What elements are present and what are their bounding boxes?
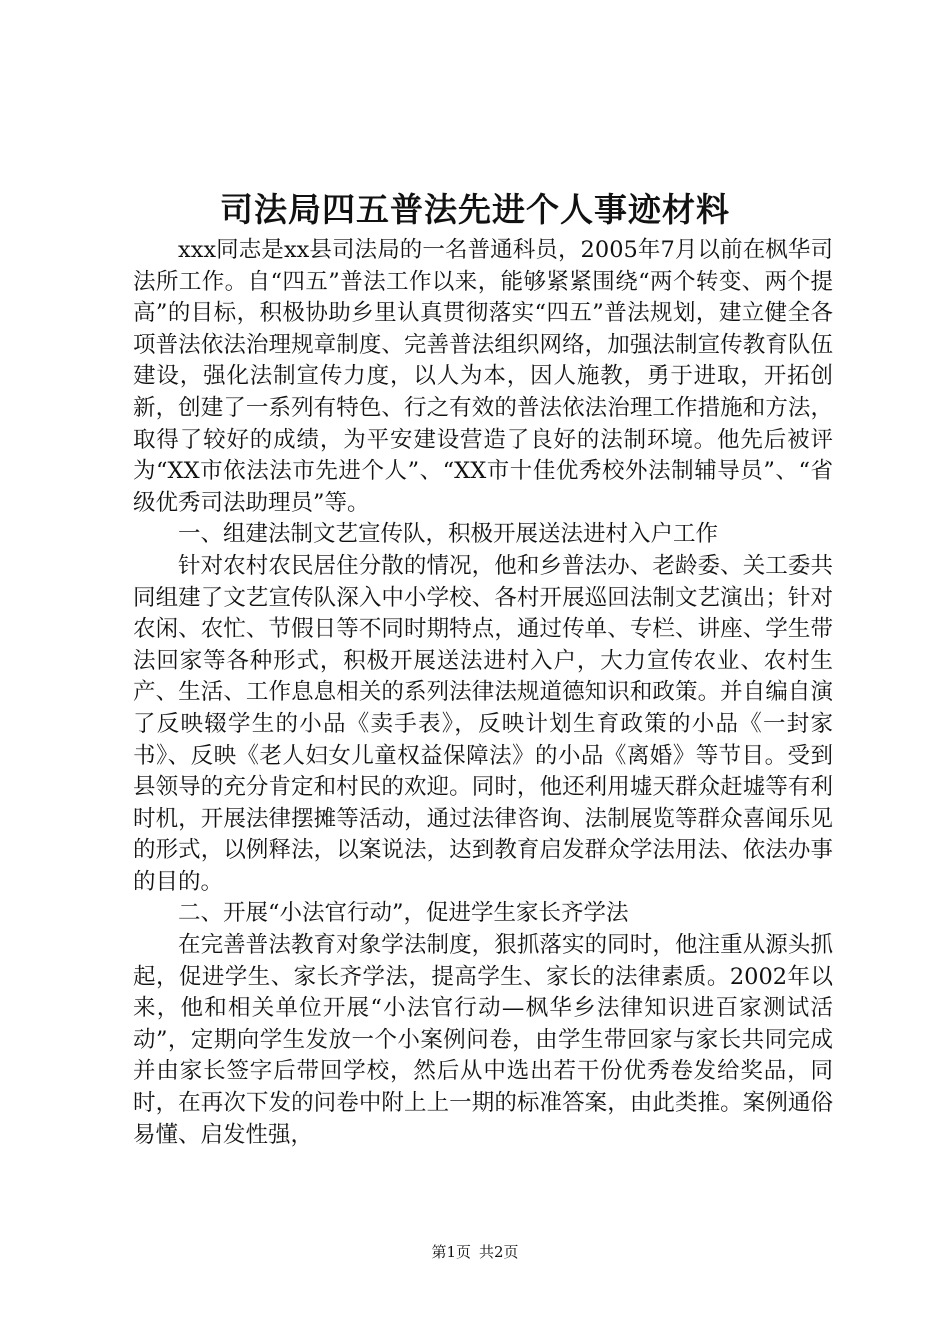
body-paragraph: 在完善普法教育对象学法制度，狠抓落实的同时，他注重从源头抓起，促进学生、家长齐学法，提高学生、家长的法律素质。2002年以来，他和相关单位开展“小法官行动—枫华乡法律知识进百家测试活动”，定期向学生发放一个小案例问卷，由学生带回家与家长共同完成并由家长签字后带回学校，然后从中选出若干份优秀卷发给奖品，同时，在再次下发的问卷中附上上一期的标准答案，由此类推。案例通俗易懂、启发性强， xyxy=(133,932,833,1148)
section-heading: 二、开展“小法官行动”，促进学生家长齐学法 xyxy=(178,900,629,927)
section-heading: 一、组建法制文艺宣传队，积极开展送法进村入户工作 xyxy=(178,521,719,548)
document-body xyxy=(133,235,833,1151)
page-total: 共2页 xyxy=(479,1243,519,1261)
body-paragraph: 针对农村农民居住分散的情况，他和乡普法办、老龄委、关工委共同组建了文艺宣传队深入中小学校、各村开展巡回法制文艺演出；针对农闲、农忙、节假日等不同时期特点，通过传单、专栏、讲座、学生带法回家等各种形式，积极开展送法进村入户，大力宣传农业、农村生产、生活、工作息息相关的系列法律法规道德知识和政策。并自编自演了反映辍学生的小品《卖手表》，反映计划生育政策的小品《一封家书》、反映《老人妇女儿童权益保障法》的小品《离婚》等节目。受到县领导的充分肯定和村民的欢迎。同时，他还利用墟天群众赶墟等有利时机，开展法律摆摊等活动，通过法律咨询、法制展览等群众喜闻乐见的形式，以例释法，以案说法，达到教育启发群众学法用法、依法办事的目的。 xyxy=(133,552,833,895)
page-number: 第1页 xyxy=(431,1243,471,1261)
page-footer xyxy=(0,1241,950,1263)
document-title: 司法局四五普法先进个人事迹材料 xyxy=(220,190,730,229)
body-paragraph: xxx同志是xx县司法局的一名普通科员，2005年7月以前在枫华司法所工作。自“四五”普法工作以来，能够紧紧围绕“两个转变、两个提高”的目标，积极协助乡里认真贯彻落实“四五”普法规划，建立健全各项普法依法治理规章制度、完善普法组织网络，加强法制宣传教育队伍建设，强化法制宣传力度，以人为本，因人施教，勇于进取，开拓创新，创建了一系列有特色、行之有效的普法依法治理工作措施和方法，取得了较好的成绩，为平安建设营造了良好的法制环境。他先后被评为“XX市依法法市先进个人”、“XX市十佳优秀校外法制辅导员”、“省级优秀司法助理员”等。 xyxy=(133,237,833,516)
